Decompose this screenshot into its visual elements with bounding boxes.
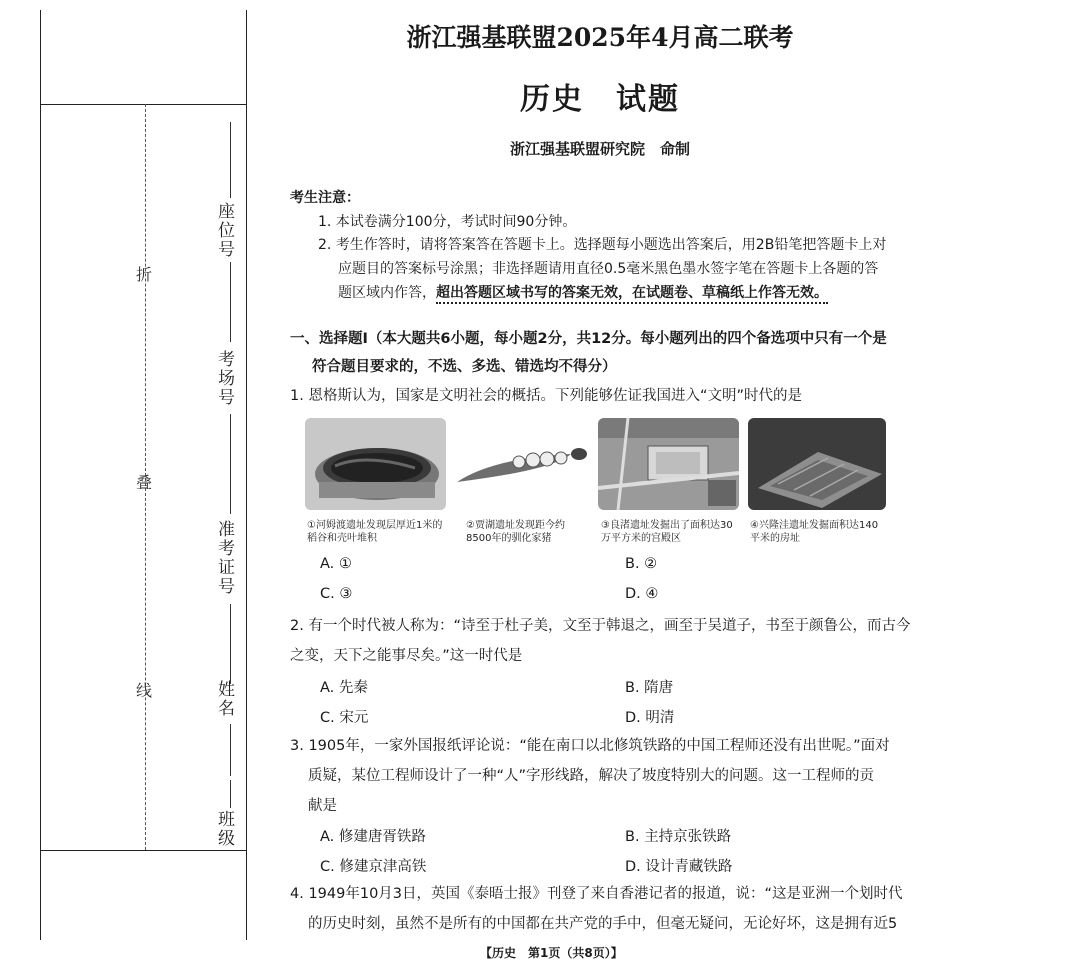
q2-option-b[interactable]: B. 隋唐 [625, 680, 674, 696]
seat-number-label: 座位号 [214, 202, 234, 259]
q2-stem-line2: 之变，天下之能事尽矣。”这一时代是 [290, 648, 523, 664]
name-label: 姓名 [214, 680, 234, 718]
seat-number-line[interactable] [230, 122, 231, 198]
q1-option-b[interactable]: B. ② [625, 556, 658, 572]
exam-room-line[interactable] [230, 414, 231, 514]
q2-option-c[interactable]: C. 宋元 [320, 710, 369, 726]
pig-bones-icon [453, 430, 591, 500]
section-1-header-line1: 一、选择题Ⅰ（本大题共6小题，每小题2分，共12分。每小题列出的四个备选项中只有一个是 [290, 331, 887, 347]
q1-option-d[interactable]: D. ④ [625, 586, 659, 602]
q1-caption-1-line1: ①河姆渡遗址发现层厚近1米的 [307, 520, 443, 531]
margin-inner-line [246, 10, 247, 940]
q2-option-a[interactable]: A. 先秦 [320, 680, 368, 696]
notice-item-2c [338, 283, 828, 303]
class-label: 班级 [214, 810, 234, 848]
margin-outer-line [40, 10, 41, 940]
q1-option-a[interactable]: A. ① [320, 556, 352, 572]
exam-title: 浙江强基联盟2025年4月高二联考 [406, 23, 794, 52]
q1-image-hemudu [305, 418, 446, 510]
margin-top-rule [40, 104, 247, 105]
subject-title: 历史 试题 [520, 82, 680, 117]
q1-caption-1-line2: 稻谷和壳叶堆积 [307, 533, 377, 544]
q1-caption-4-line2: 平米的房址 [750, 533, 800, 544]
q2-option-d[interactable]: D. 明清 [625, 710, 675, 726]
house-ruins-icon [748, 418, 886, 510]
q1-caption-3-line1: ③良渚遗址发掘出了面积达30 [601, 520, 733, 531]
rice-pile-icon [305, 418, 446, 510]
admission-ticket-line[interactable] [230, 604, 231, 684]
q3-stem-line3: 献是 [308, 798, 337, 814]
exam-room-label: 考场号 [214, 350, 234, 407]
q1-stem: 1. 恩格斯认为，国家是文明社会的概括。下列能够佐证我国进入“文明”时代的是 [290, 388, 802, 404]
q1-image-liangzhu [598, 418, 739, 510]
q3-option-b[interactable]: B. 主持京张铁路 [625, 829, 732, 845]
name-line[interactable] [230, 724, 231, 776]
seat-number-line-2[interactable] [230, 262, 231, 342]
q4-stem-line1: 4. 1949年10月3日，英国《泰晤士报》刊登了来自香港记者的报道，说：“这是亚洲一个划时代 [290, 886, 903, 902]
q1-caption-4 [750, 519, 878, 545]
page-footer: 【历史 第1页（共8页）】 [480, 946, 623, 960]
aerial-site-icon [598, 418, 739, 510]
q1-option-c[interactable]: C. ③ [320, 586, 353, 602]
q1-image-jiahu [453, 430, 591, 500]
notice-emphasis: 超出答题区域书写的答案无效，在试题卷、草稿纸上作答无效。 [436, 285, 828, 304]
issuer-line: 浙江强基联盟研究院 命制 [509, 140, 690, 158]
q1-image-xinglongwa [748, 418, 886, 510]
fold-char-2: 叠 [136, 473, 153, 492]
q3-option-a[interactable]: A. 修建唐胥铁路 [320, 829, 426, 845]
margin-bottom-rule [40, 850, 247, 851]
notice-item-1: 1. 本试卷满分100分，考试时间90分钟。 [318, 214, 577, 230]
q1-caption-3 [601, 519, 733, 545]
q3-option-d[interactable]: D. 设计青藏铁路 [625, 859, 733, 875]
q3-option-c[interactable]: C. 修建京津高铁 [320, 859, 427, 875]
q3-stem-line1: 3. 1905年，一家外国报纸评论说：“能在南口以北修筑铁路的中国工程师还没有出世呢。”面对 [290, 738, 890, 754]
fold-char-3: 线 [136, 681, 153, 700]
q1-caption-3-line2: 万平方米的宫殿区 [601, 533, 681, 544]
q1-caption-4-line1: ④兴隆洼遗址发掘面积达140 [750, 520, 879, 531]
q1-caption-1 [307, 519, 442, 545]
fold-char-1: 折 [136, 265, 153, 284]
notice-heading: 考生注意： [290, 190, 360, 206]
notice-item-2a: 2. 考生作答时，请将答案答在答题卡上。选择题每小题选出答案后，用2B铅笔把答题卡上对 [318, 237, 887, 253]
admission-ticket-label: 准考证号 [214, 520, 234, 596]
q1-caption-2-line1: ②贾湖遗址发现距今约 [466, 520, 565, 531]
q4-stem-line2: 的历史时刻，虽然不是所有的中国都在共产党的手中，但毫无疑问，无论好坏，这是拥有近5 [308, 916, 898, 932]
q1-caption-2 [466, 519, 565, 545]
q3-stem-line2: 质疑，某位工程师设计了一种“人”字形线路，解决了坡度特别大的问题。这一工程师的贡 [308, 768, 875, 784]
class-line[interactable] [230, 780, 231, 808]
section-1-header-line2: 符合题目要求的，不选、多选、错选均不得分） [312, 359, 617, 375]
notice-item-2c-plain: 题区域内作答， [338, 285, 436, 301]
q2-stem-line1: 2. 有一个时代被人称为：“诗至于杜子美，文至于韩退之，画至于吴道子，书至于颜鲁公，而古今 [290, 618, 911, 634]
q1-caption-2-line2: 8500年的驯化家猪 [466, 533, 552, 544]
notice-item-2b: 应题目的答案标号涂黑；非选择题请用直径0.5毫米黑色墨水签字笔在答题卡上各题的答 [338, 261, 879, 277]
